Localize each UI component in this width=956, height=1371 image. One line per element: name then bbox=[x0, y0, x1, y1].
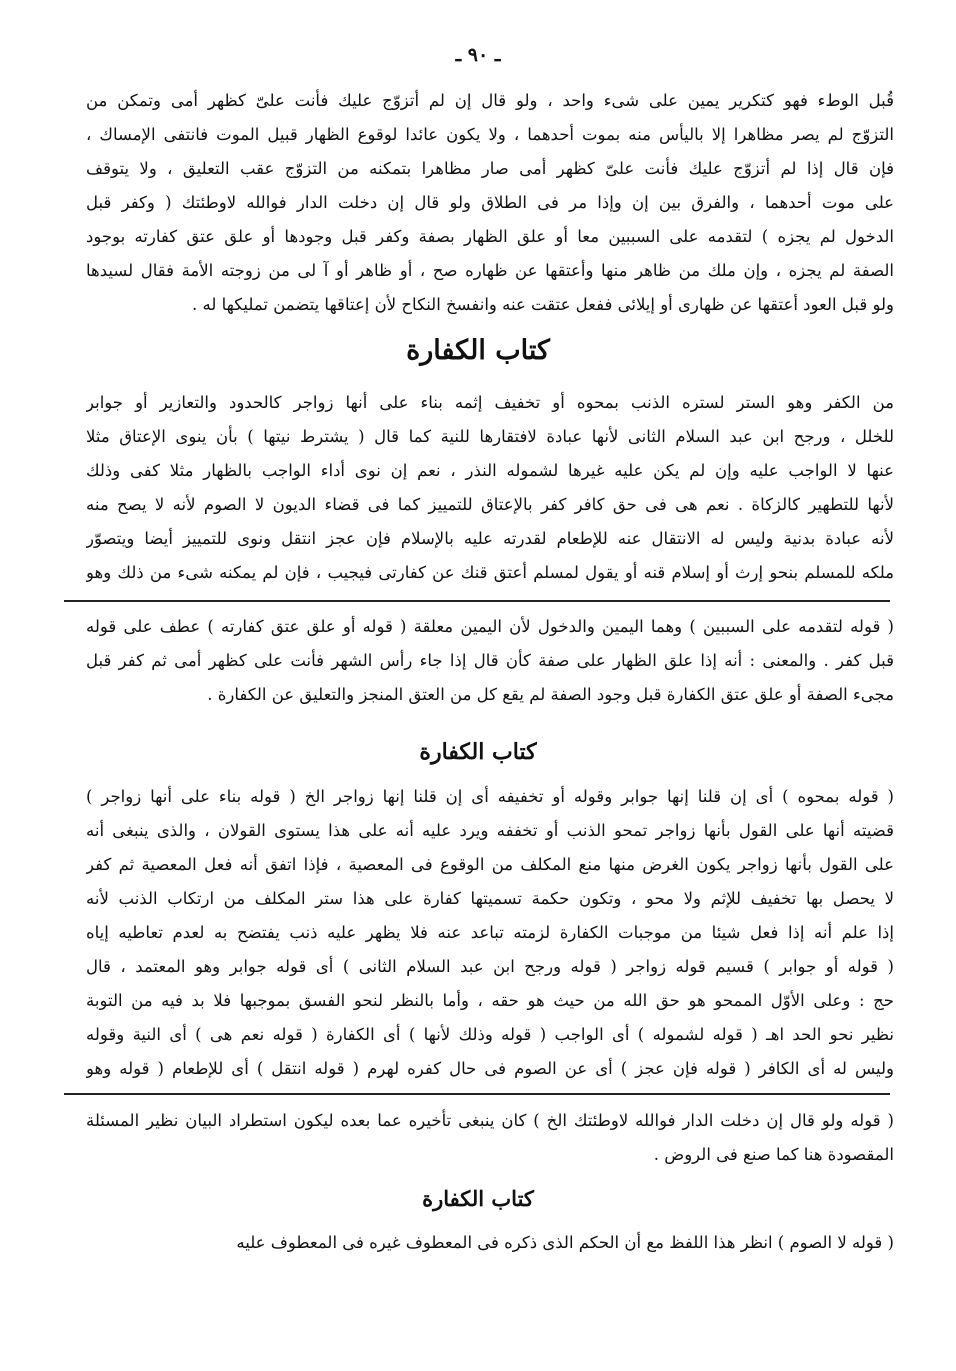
commentary-line: حج : وعلى الأوّل الممحو هو حق الله من حيث هو حقه ، وأما بالنظر لنحو الفسق بموجبها فلا بد فيه من التوبة bbox=[86, 991, 894, 1010]
footnote-line: المقصودة هنا كما صنع فى الروض . bbox=[653, 1145, 894, 1164]
main-text-line: على موت أحدهما ، والفرق بين إن وإذا مر فى الطلاق ولو قال إن دخلت الدار فوالله لاوطئتك ( وكفر قبل bbox=[86, 193, 894, 212]
main-text-line: الصفة لم يجزه ، وإن ملك من ظاهر منها وأعتقها عن ظهاره صح ، أو ظاهر أو آ لى من زوجته الأمة فقال لسيدها bbox=[86, 261, 894, 280]
divider-rule bbox=[64, 600, 890, 602]
main-text-line: لأنه عبادة بدنية وليس له الانتقال عنه للإطعام لقدرته عليه بالإسلام فإن عجز انتقل ونوى للتمييز أيضا ويتصوّر bbox=[86, 529, 894, 548]
section-title-commentary: كتاب الكفارة bbox=[419, 739, 537, 765]
footnote-line: مجىء الصفة أو علق عتق الكفارة قبل وجود الصفة لم يقع كل من العتق المنجز والتعليق عن الكفارة . bbox=[207, 685, 894, 704]
main-text-line: عنها لا الواجب عليه وإن لم يكن عليه غيرها لشموله النذر ، نعم إن نوى أداء الواجب بالظهار مثلا كفى وذلك bbox=[86, 461, 894, 480]
main-text-line: للخلل ، ورجح ابن عبد السلام الثانى لأنها عبادة لافتقارها للنية كما قال ( يشترط نيتها ) بأن ينوى الإعتاق مثلا bbox=[86, 427, 894, 446]
main-text-line: من الكفر وهو الستر لستره الذنب بمحوه أو تخفيف إثمه بناء على أنها زواجر كالحدود والتعازير أو جوابر bbox=[86, 393, 894, 412]
commentary-line: لا يحصل بها تخفيف للإثم ولا محو ، وتكون حكمة تسميتها كفارة على هذا ستر المكلف من ارتكاب الذنب لأنه bbox=[86, 889, 894, 908]
commentary-line: إذا علم أنه إذا فعل شيئا من موجبات الكفارة لزمته تباعد عنه فلا يظهر عليه ذنب يفتضح به لعدم تعاطيه إياه bbox=[86, 923, 894, 942]
main-text-line: التزوّج لم يصر مظاهرا إلا باليأس منه بموت أحدهما ، ولا يكون عائدا لوقوع الظهار قبيل الموت فانتفى الإمساك ، bbox=[86, 125, 894, 144]
commentary-line: ( قوله أو جوابر ) قسيم قوله زواجر ( قوله ورجح ابن عبد السلام الثانى ) أى قوله جوابر وهو المعتمد ، قال bbox=[86, 957, 894, 976]
commentary-line: نظير نحو الحد اهـ ( قوله لشموله ) أى الواجب ( قوله وذلك لأنها ) أى الكفارة ( قوله نعم هى ) أى النية وقوله bbox=[86, 1025, 894, 1044]
section-title-footnote: كتاب الكفارة bbox=[422, 1186, 534, 1211]
commentary-line: قضيته أنها على القول بأنها زواجر تمحو الذنب أو تخففه ويرد عليه أنه على هذا يستوى القولان ، والذى ينبغى أنه bbox=[86, 821, 894, 840]
footnote-line: ( قوله لتقدمه على السببين ) وهما اليمين والدخول لأن اليمين معلقة ( قوله أو علق عتق كفارته ) عطف على قوله bbox=[86, 617, 894, 636]
main-text-line: قُبل الوطء فهو كتكرير يمين على شىء واحد ، ولو قال إن لم أتزوّج عليك فأنت علىّ كظهر أمى وتمكن من bbox=[86, 91, 894, 110]
divider-rule bbox=[64, 1093, 890, 1095]
section-title-main: كتاب الكفارة bbox=[406, 335, 550, 366]
footnote-line: ( قوله لا الصوم ) انظر هذا اللفظ مع أن الحكم الذى ذكره فى المعطوف غيره فى المعطوف عليه bbox=[236, 1233, 894, 1252]
page-number: ـ ٩٠ ـ bbox=[455, 44, 501, 66]
commentary-line: ( قوله بمحوه ) أى إن قلنا إنها جوابر وقوله أو تخفيفه أى إن قلنا إنها زواجر الخ ( قوله بناء على أنها زواجر ) bbox=[86, 787, 894, 806]
main-text-line: ملكه للمسلم بنحو إرث أو إسلام قنه أو يقول لمسلم أعتق قنك عن كفارتى فيجيب ، فإن لم يمكنه شىء من ذلك وهو bbox=[86, 563, 894, 582]
main-text-line: الدخول لم يجزه ) لتقدمه على السببين معا أو علق الظهار بصفة وكفر قبل وجودها أو علق عتق كفارته بوجود bbox=[86, 227, 894, 246]
main-text-line: ولو قبل العود أعتقها عن ظهارى أو إيلائى ففعل عتقت عنه وانفسخ النكاح لأن إعتاقها يتضمن تمليكها له . bbox=[192, 295, 894, 314]
commentary-line: وليس له أى الكافر ( قوله فإن عجز ) أى عن الصوم فى حال كفره لهرم ( قوله انتقل ) أى للإطعام ( قوله وهو bbox=[86, 1059, 894, 1078]
footnote-line: ( قوله ولو قال إن دخلت الدار فوالله لاوطئتك الخ ) كان ينبغى تأخيره عما بعده ليكون استطراد البيان نظير المسئلة bbox=[86, 1111, 894, 1130]
footnote-line: قبل كفر . والمعنى : أنه إذا علق الظهار على صفة كأن قال إذا جاء رأس الشهر فأنت على كظهر أمى ثم كفر قبل bbox=[86, 651, 894, 670]
main-text-line: لأنها للتطهير كالزكاة . نعم هى فى حق كافر كفر بالإعتاق للتمييز كما فى قضاء الديون لا الصوم لأنه لا يصح منه bbox=[86, 495, 894, 514]
commentary-line: على القول بأنها زواجر يكون الغرض منها منع المكلف من الوقوع فى المعصية ، فإذا اتفق أنه فعل المعصية ثم كفر bbox=[86, 855, 894, 874]
main-text-line: فإن قال إذا لم أتزوّج عليك فأنت علىّ كظهر أمى صار مظاهرا بتمكنه من التزوّج عقب التعليق ، ولا يتوقف bbox=[86, 159, 894, 178]
